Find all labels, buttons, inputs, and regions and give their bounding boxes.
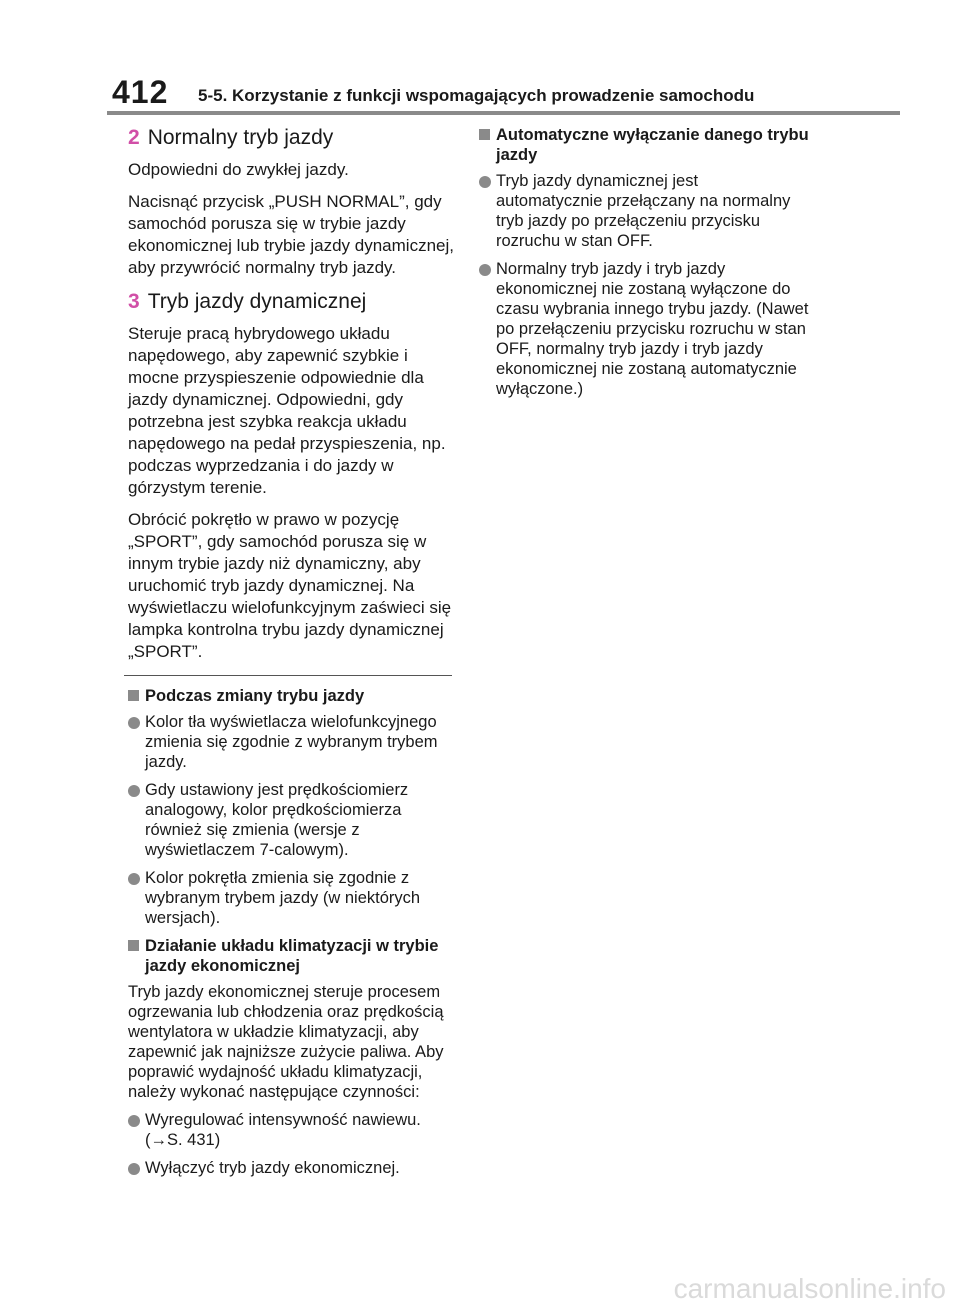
section-3-number: 3 (128, 290, 140, 313)
list-item (128, 868, 454, 928)
note-3-heading (479, 125, 809, 165)
note-1-bullet-2: Gdy ustawiony jest prędkościomierz analogowy, kolor prędkościomierza również się zmienia (wersje z wyświetlaczem 7-calowym). (145, 781, 409, 859)
bullet-icon (128, 717, 140, 729)
section-2-number: 2 (128, 126, 140, 149)
note-1-title: Podczas zmiany trybu jazdy (145, 687, 365, 705)
section-2-para-1: Odpowiedni do zwykłej jazdy. (128, 160, 349, 179)
list-item (479, 259, 809, 399)
section-3-heading (128, 289, 454, 315)
section-2-para-2: Nacisnąć przycisk „PUSH NORMAL”, gdy samochód porusza się w trybie jazdy ekonomicznej lub trybie jazdy dynamicznej, aby przywrócić normalny tryb jazdy. (128, 192, 454, 277)
list-item (479, 171, 809, 251)
square-marker-icon (128, 690, 139, 701)
note-2-text: Tryb jazdy ekonomicznej steruje procesem ogrzewania lub chłodzenia oraz prędkością wentylatora w układzie klimatyzacji, aby zapewnić jak najniższe zużycie paliwa. Aby poprawić wydajność układu klimatyzacji, należy wykonać następujące czynności: (128, 983, 444, 1101)
left-column (128, 125, 454, 1186)
square-marker-icon (479, 129, 490, 140)
list-item (128, 1158, 454, 1178)
note-1-bullet-1: Kolor tła wyświetlacza wielofunkcyjnego zmienia się zgodnie z wybranym trybem jazdy. (145, 713, 438, 771)
section-3-para-1: Steruje pracą hybrydowego układu napędowego, aby zapewnić szybkie i mocne przyspieszenie odpowiednie dla jazdy dynamicznej. Odpowiedni, gdy potrzebna jest szybka reakcja układu napędowego na pedał przyspieszenia, np. podczas wyprzedzania i do jazdy w górzystym terenie. (128, 324, 446, 497)
note-2-bullet-1: Wyregulować intensywność nawiewu. (→S. 431) (145, 1111, 421, 1149)
note-3-bullet-2: Normalny tryb jazdy i tryb jazdy ekonomicznej nie zostaną wyłączone do czasu wybrania innego trybu jazdy. (Nawet po przełączeniu przycisku rozruchu w stan OFF, normalny tryb jazdy i tryb jazdy ekonomicznej nie zostaną automatycznie wyłączone.) (496, 260, 809, 398)
note-3-title: Automatyczne wyłączanie danego trybu jazdy (496, 126, 809, 164)
square-marker-icon (128, 940, 139, 951)
page-header (0, 0, 960, 118)
bullet-icon (128, 873, 140, 885)
section-2-heading (128, 125, 454, 151)
section-3-title: Tryb jazdy dynamicznej (147, 290, 367, 313)
note-2-bullet-2: Wyłączyć tryb jazdy ekonomicznej. (145, 1159, 400, 1177)
bullet-icon (128, 1115, 140, 1127)
chapter-title: 5-5. Korzystanie z funkcji wspomagających prowadzenie samochodu (198, 86, 755, 105)
right-column (479, 125, 809, 407)
section-divider (124, 675, 452, 676)
note-1-bullet-3: Kolor pokrętła zmienia się zgodnie z wybranym trybem jazdy (w niektórych wersjach). (145, 869, 421, 927)
bullet-icon (479, 264, 491, 276)
note-2-title: Działanie układu klimatyzacji w trybie jazdy ekonomicznej (145, 937, 439, 975)
section-3-para-2: Obrócić pokrętło w prawo w pozycję „SPORT”, gdy samochód porusza się w innym trybie jazdy niż dynamiczny, aby uruchomić tryb jazdy dynamicznej. Na wyświetlaczu wielofunkcyjnym zaświeci się lampka kontrolna trybu jazdy dynamicznej „SPORT”. (128, 510, 452, 661)
note-1-heading (128, 686, 454, 706)
list-item (128, 712, 454, 772)
list-item (128, 1110, 454, 1150)
bullet-icon (479, 176, 491, 188)
page-number: 412 (112, 74, 169, 110)
header-rule (107, 111, 900, 115)
section-2-title: Normalny tryb jazdy (147, 126, 334, 149)
bullet-icon (128, 785, 140, 797)
bullet-icon (128, 1163, 140, 1175)
list-item (128, 780, 454, 860)
watermark: carmanualsonline.info (673, 1273, 946, 1304)
note-2-heading (128, 936, 454, 976)
note-3-bullet-1: Tryb jazdy dynamicznej jest automatycznie przełączany na normalny tryb jazdy po przełączeniu przycisku rozruchu w stan OFF. (496, 172, 791, 250)
